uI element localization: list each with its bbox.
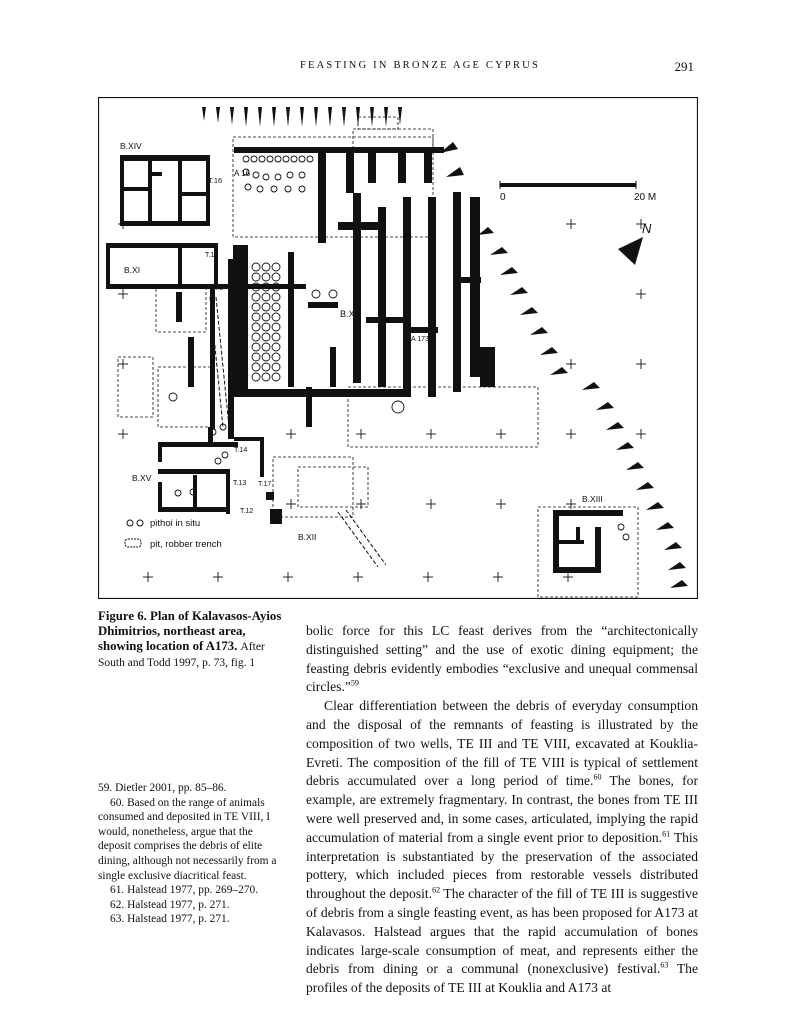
north-arrow <box>618 221 652 265</box>
label-bxiv: B.XIV <box>120 141 142 151</box>
note-ref-63: 63 <box>660 960 669 970</box>
body-text <box>306 622 698 998</box>
caption-title: Figure 6. Plan of Kalavasos-Ayios Dhimitrios, northeast area, showing location of A173. <box>98 609 282 653</box>
note-ref-60: 60 <box>593 772 602 782</box>
paragraph-2: Clear differentiation between the debris of everyday consumption and the disposal of the remnants of feasting is illustrated by the composition of two wells, TE III and TE VIII, excavated at Kouklia-Evreti. The composition of the fill of TE VIII is typical of settlement debris accumulated over a long period of time.$^{60}$ The bones, for example, are extremely fragmentary. In contrast, the bones from TE III were well preserved and, in some cases, articulated, implying the rapid accumulation of material from a single event prior to deposition.$^{61}$ This interpretation is substantiated by the preservation of the associated pottery, which included pieces from restorable vessels distributed throughout the deposit.$^{62}$ The character of the fill of TE III is suggestive of debris from a single feasting event, as has been proposed for A173 at Kalavasos. Halstead argues that the rapid accumulation of bones indicates large-scale consumption of meat, and represents either the debris from dining or a communal (nonexclusive) festival.$^{63}$ The profiles of the deposits of TE III at Kouklia and A173 at <box>306 698 698 996</box>
label-bxiii: B.XIII <box>582 494 603 504</box>
pithos-symbol <box>127 520 133 526</box>
label-t14: T.14 <box>234 447 248 454</box>
scale-end: 20 M <box>634 192 657 203</box>
figure-caption <box>98 609 288 671</box>
footnote-61: 61. Halstead 1977, pp. 269–270. <box>110 884 259 897</box>
label-bx: B.X <box>340 309 355 319</box>
label-t11: T.11 <box>205 252 218 259</box>
label-t13: T.13 <box>233 480 247 487</box>
site-plan-figure <box>98 97 698 599</box>
running-head <box>0 60 792 80</box>
footnote-62: 62. Halstead 1977, p. 271. <box>110 898 230 911</box>
legend-pit: pit, robber trench <box>150 539 222 550</box>
label-t12: T.12 <box>240 508 254 515</box>
note-ref-62: 62 <box>432 885 441 895</box>
footnote-63: 63. Halstead 1977, p. 271. <box>110 913 230 926</box>
label-bxv: B.XV <box>132 473 152 483</box>
footnote-60: 60. Based on the range of animals consumed and deposited in TE VIII, I would, nonetheless, argue that the deposit comprises the debris of elite dining, although not necessarily from a single exclusive diacritical feast. <box>98 796 277 882</box>
north-label: N <box>642 221 652 236</box>
pit-symbol <box>125 539 141 547</box>
site-plan <box>98 97 698 599</box>
note-ref-59: 59 <box>350 678 359 688</box>
label-t9: T.9 <box>214 285 224 292</box>
label-a173: A 173 <box>411 336 429 343</box>
footnote-59: 59. Dietler 2001, pp. 85–86. <box>98 782 227 794</box>
caption-source: After South and Todd 1997, p. 73, fig. 1 <box>98 641 265 669</box>
running-title: FEASTING IN BRONZE AGE CYPRUS <box>300 60 540 71</box>
page-number: 291 <box>674 59 694 74</box>
building-bxiv <box>120 155 210 226</box>
building-bxv <box>158 427 282 524</box>
building-bxiii <box>553 510 623 573</box>
footnotes <box>98 781 288 927</box>
legend-pithoi: pithoi in situ <box>150 518 201 529</box>
label-t17: T.17 <box>258 481 272 488</box>
scale-bar <box>500 181 656 203</box>
paragraph-1: bolic force for this LC feast derives from the “architectonically distinguished setting” and the use of exotic dining equipment; the feasting debris evidently embodies “exclusive and unequal commensal circles.”$^{59}$ <box>306 623 698 695</box>
label-t16: T.16 <box>208 176 223 185</box>
label-a16: A 16 <box>234 169 251 178</box>
map-legend <box>125 518 222 550</box>
scale-start: 0 <box>500 192 506 203</box>
note-ref-61: 61 <box>662 829 671 839</box>
label-bxii: B.XII <box>298 532 317 542</box>
label-bxi: B.XI <box>124 265 141 275</box>
